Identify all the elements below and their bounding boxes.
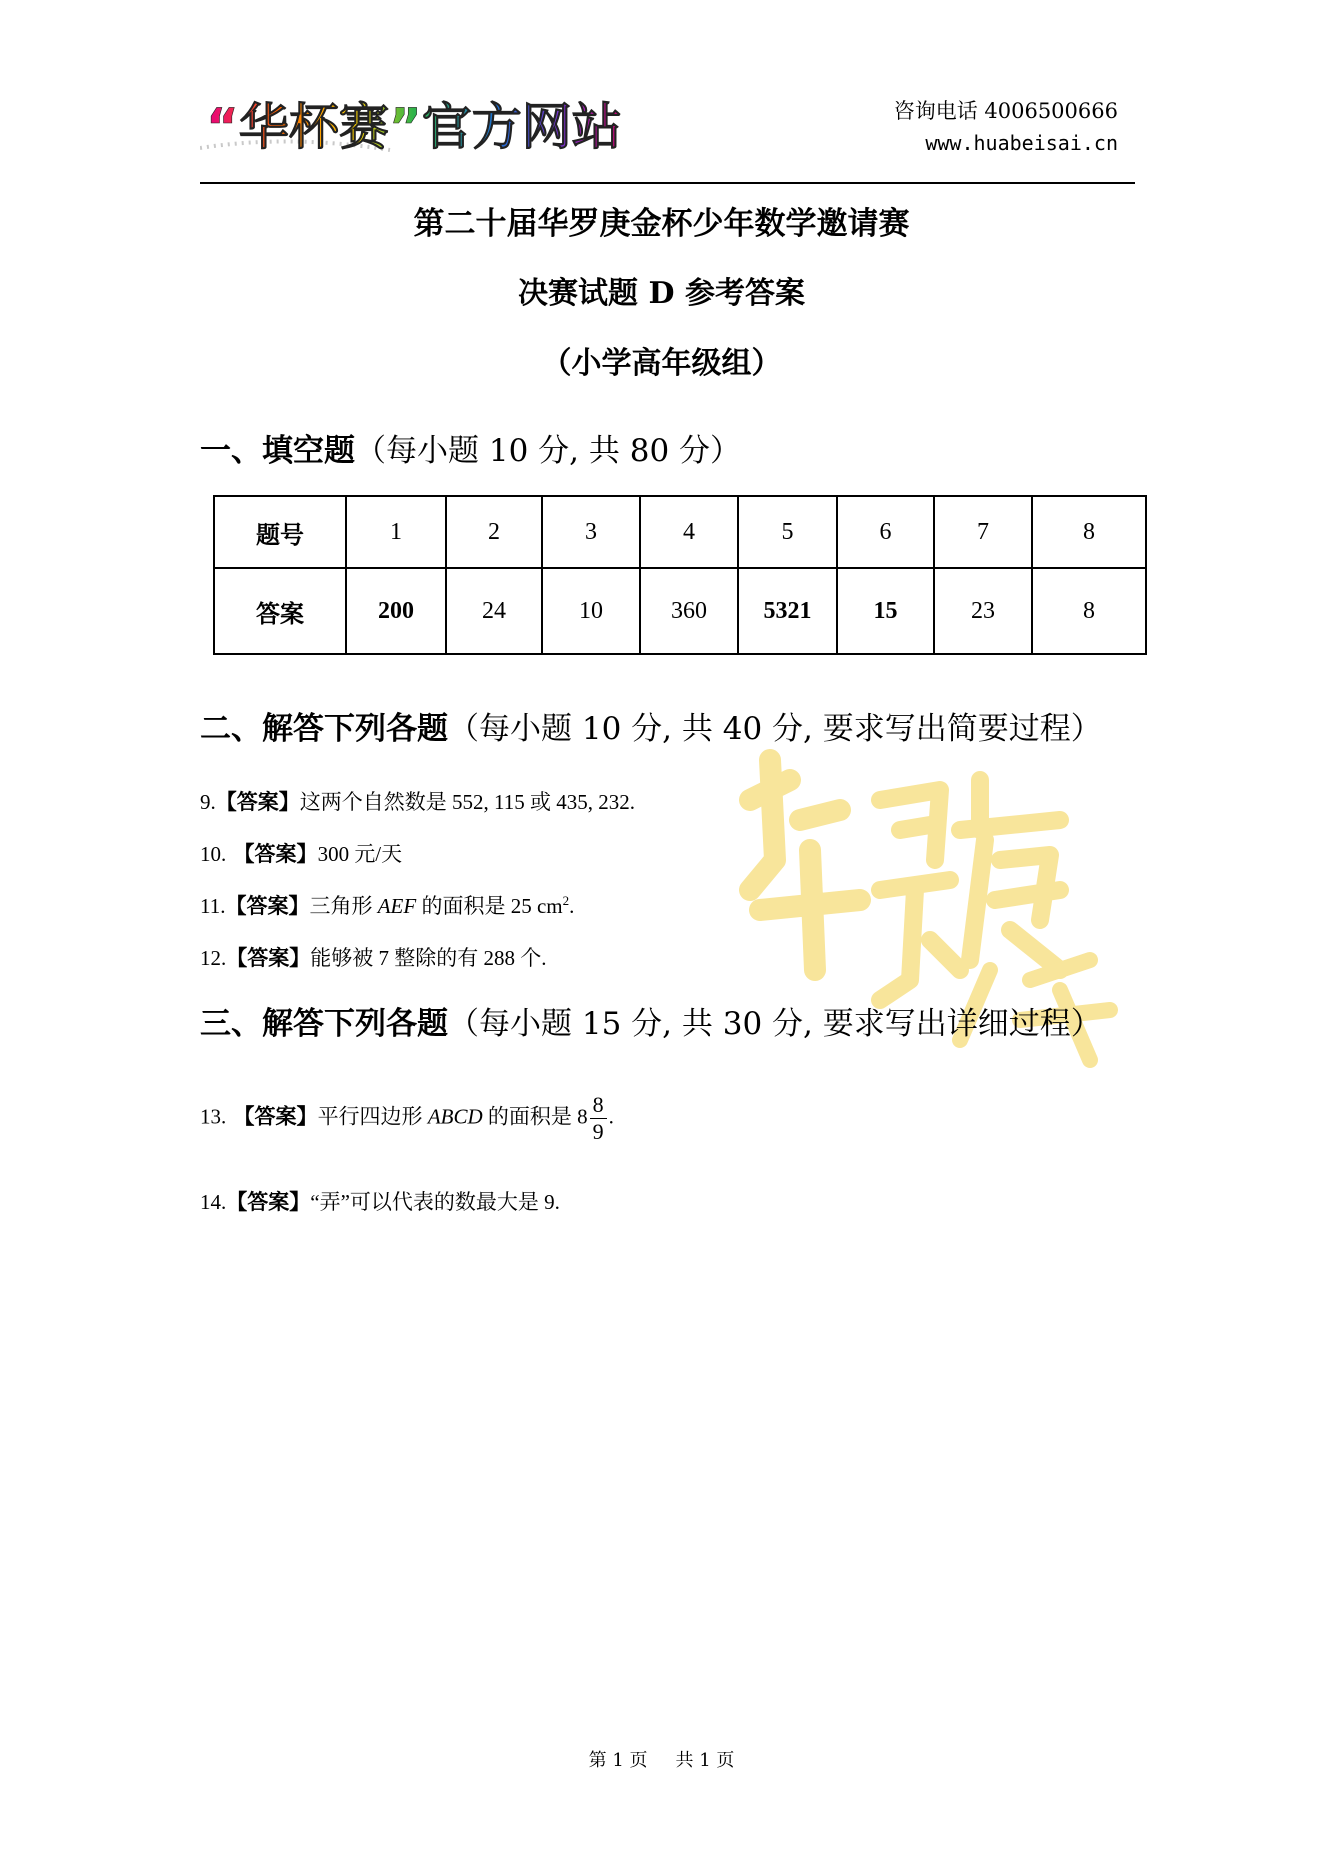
answer-label: 【答案】 — [226, 842, 318, 866]
answer-superscript: 2 — [562, 893, 570, 908]
document-title: 第二十届华罗庚金杯少年数学邀请赛 — [413, 206, 910, 242]
section-1-title: 一、填空题 — [200, 433, 355, 469]
answer-item-13 — [200, 1092, 614, 1145]
section-3-title: 三、解答下列各题 — [200, 1006, 448, 1042]
table-cell: 24 — [446, 568, 542, 654]
table-cell: 5321 — [738, 568, 837, 654]
page-footer — [0, 1746, 1323, 1772]
answer-table — [213, 495, 1147, 655]
fraction-numerator: 8 — [590, 1092, 607, 1119]
section-3-heading — [200, 998, 1102, 1043]
section-2-title: 二、解答下列各题 — [200, 711, 448, 747]
table-cell: 15 — [837, 568, 934, 654]
table-row-numbers — [214, 496, 1146, 568]
table-header-answer: 答案 — [214, 568, 346, 654]
table-cell: 1 — [346, 496, 446, 568]
answer-label: 【答案】 — [226, 946, 311, 970]
item-number: 11. — [200, 894, 226, 918]
site-logo — [200, 90, 640, 160]
table-cell: 10 — [542, 568, 640, 654]
document-subtitle: 决赛试题 D 参考答案 — [518, 276, 805, 311]
answer-item-10 — [200, 838, 402, 868]
website-url[interactable]: www.huabeisai.cn — [925, 131, 1118, 155]
answer-text: 的面积是 8 — [482, 1104, 588, 1129]
section-1-note: （每小题 10 分, 共 80 分） — [355, 433, 742, 469]
table-cell: 4 — [640, 496, 738, 568]
item-number: 9. — [200, 790, 216, 814]
page-number: 第 1 页 — [588, 1750, 648, 1771]
item-number: 14. — [200, 1190, 227, 1214]
page-total: 共 1 页 — [675, 1750, 735, 1771]
item-number: 12. — [200, 946, 227, 970]
item-number: 10. — [200, 842, 227, 866]
table-cell: 2 — [446, 496, 542, 568]
answer-text: 这两个自然数是 552, 115 或 435, 232. — [299, 790, 635, 814]
table-cell: 8 — [1032, 496, 1146, 568]
answer-text: 平行四边形 — [317, 1104, 428, 1129]
item-number: 13. — [200, 1104, 227, 1129]
header-divider — [200, 182, 1135, 184]
logo-text: “华杯赛”官方网站 — [206, 98, 622, 156]
table-cell: 7 — [934, 496, 1032, 568]
contact-phone: 咨询电话 4006500666 — [893, 99, 1118, 123]
answer-item-14 — [200, 1186, 560, 1216]
answer-item-12 — [200, 942, 547, 972]
section-3-note: （每小题 15 分, 共 30 分, 要求写出详细过程） — [448, 1006, 1102, 1042]
answer-label: 【答案】 — [226, 1190, 311, 1214]
section-1-heading — [200, 425, 741, 470]
table-header-number: 题号 — [214, 496, 346, 568]
answer-label: 【答案】 — [225, 894, 310, 918]
table-cell: 5 — [738, 496, 837, 568]
section-2-note: （每小题 10 分, 共 40 分, 要求写出简要过程） — [448, 711, 1102, 747]
answer-end: . — [608, 1104, 614, 1129]
fraction-denominator: 9 — [592, 1119, 604, 1144]
answer-text: 能够被 7 整除的有 288 个. — [310, 946, 547, 970]
answer-text: 的面积是 25 cm — [416, 894, 563, 918]
table-cell: 3 — [542, 496, 640, 568]
table-cell: 360 — [640, 568, 738, 654]
fraction — [590, 1092, 607, 1145]
answer-item-9 — [200, 786, 635, 816]
logo-graphic — [200, 90, 640, 160]
answer-text: 三角形 — [309, 894, 378, 918]
section-2-heading — [200, 703, 1102, 748]
table-cell: 6 — [837, 496, 934, 568]
document-group: （小学高年级组） — [541, 346, 782, 381]
answer-variable: AEF — [377, 894, 417, 918]
answer-item-11 — [200, 890, 574, 920]
answer-text: “弄”可以代表的数最大是 9. — [310, 1190, 560, 1214]
answer-label: 【答案】 — [215, 790, 300, 814]
answer-label: 【答案】 — [226, 1104, 318, 1129]
table-cell: 23 — [934, 568, 1032, 654]
answer-text: 300 元/天 — [317, 842, 403, 866]
table-row-answers — [214, 568, 1146, 654]
answer-variable: ABCD — [427, 1104, 483, 1129]
answer-end: . — [569, 894, 575, 918]
table-cell: 8 — [1032, 568, 1146, 654]
table-cell: 200 — [346, 568, 446, 654]
